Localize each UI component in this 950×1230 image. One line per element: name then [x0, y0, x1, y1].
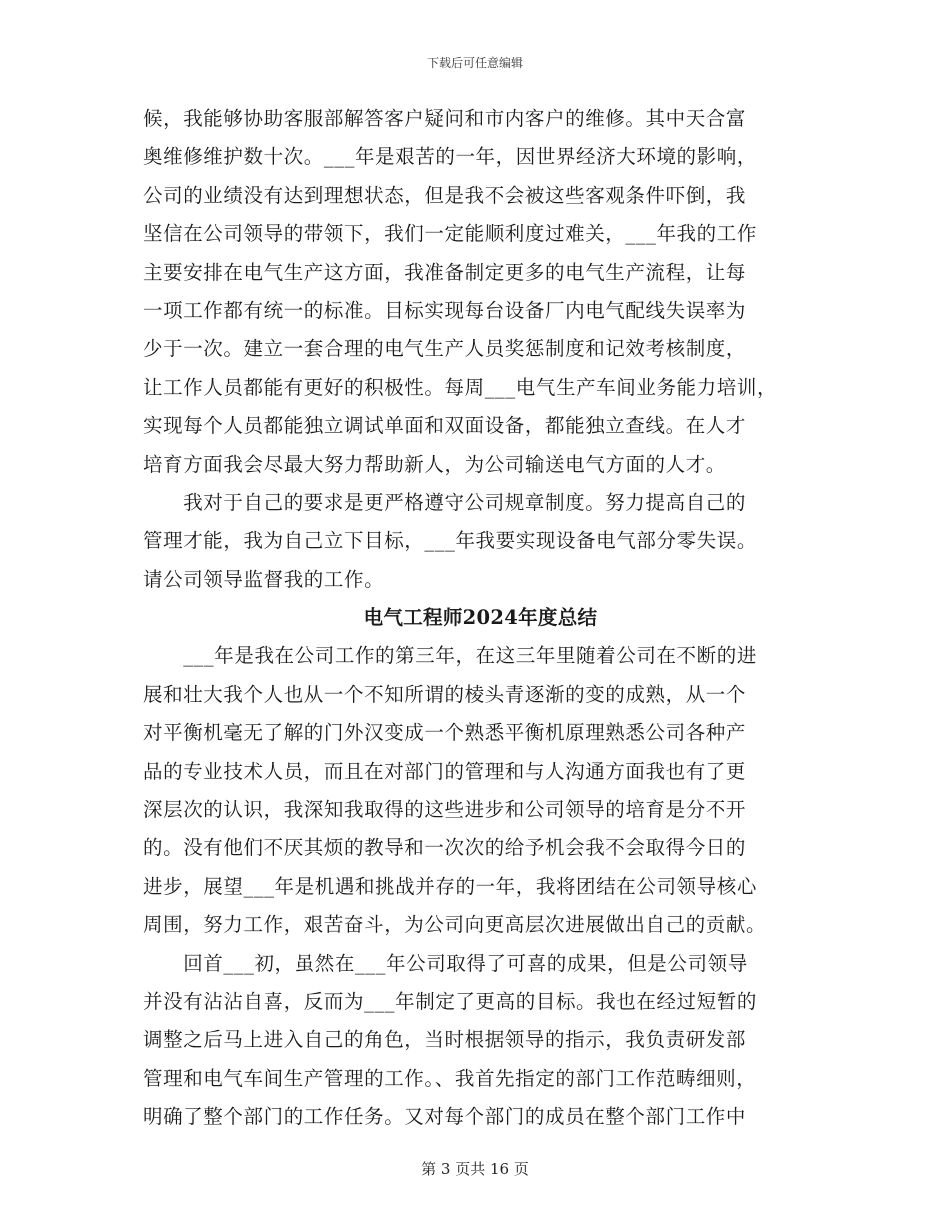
paragraph-line: 奥维修维护数十次。___年是艰苦的一年，因世界经济大环境的影响，: [143, 145, 757, 169]
paragraph-line: 对平衡机毫无了解的门外汉变成一个熟悉平衡机原理熟悉公司各种产: [143, 721, 747, 745]
paragraph-line: 候，我能够协助客服部解答客户疑问和市内客户的维修。其中天合富: [143, 107, 747, 130]
paragraph-line: 回首___初，虽然在___年公司取得了可喜的成果，但是公司领导: [143, 951, 748, 975]
paragraph-line: 主要安排在电气生产这方面，我准备制定更多的电气生产流程，让每: [143, 260, 747, 284]
paragraph-line: 请公司领导监督我的工作。: [143, 567, 385, 591]
paragraph-line: 并没有沾沾自喜，反而为___年制定了更高的目标。我也在经过短暂的: [143, 989, 757, 1013]
paragraph-line: 展和壮大我个人也从一个不知所谓的棱头青逐渐的变的成熟，从一个: [143, 682, 747, 706]
page-footer: 第 3 页共 16 页: [421, 1160, 529, 1178]
paragraph-line: 管理才能，我为自己立下目标，___年我要实现设备电气部分零失误。: [143, 529, 757, 553]
paragraph-line: 品的专业技术人员，而且在对部门的管理和与人沟通方面我也有了更: [143, 759, 747, 783]
page-header: 下载后可任意编辑: [426, 56, 523, 70]
paragraph-line: ___年是我在公司工作的第三年，在这三年里随着公司在不断的进: [143, 644, 757, 668]
document-body: [143, 100, 818, 1137]
paragraph-line: 明确了整个部门的工作任务。又对每个部门的成员在整个部门工作中: [143, 1105, 747, 1129]
paragraph-line: 深层次的认识，我深知我取得的这些进步和公司领导的培育是分不开: [143, 798, 747, 822]
paragraph-line: 周围，努力工作，艰苦奋斗，为公司向更高层次进展做出自己的贡献。: [143, 913, 767, 937]
paragraph-line: 公司的业绩没有达到理想状态，但是我不会被这些客观条件吓倒，我: [143, 183, 747, 207]
paragraph-line: 让工作人员都能有更好的积极性。每周___电气生产车间业务能力培训，: [143, 375, 778, 399]
paragraph-line: 进步，展望___年是机遇和挑战并存的一年，我将团结在公司领导核心: [143, 874, 757, 898]
paragraph-line: 实现每个人员都能独立调试单面和双面设备，都能独立查线。在人才: [143, 414, 747, 438]
paragraph-line: 管理和电气车间生产管理的工作。、我首先指定的部门工作范畴细则，: [143, 1066, 757, 1090]
paragraph-line: 调整之后马上进入自己的角色，当时根据领导的指示，我负责研发部: [143, 1028, 747, 1052]
paragraph-line: 培育方面我会尽最大努力帮助新人，为公司输送电气方面的人才。: [143, 452, 726, 476]
paragraph-line: 的。没有他们不厌其烦的教导和一次次的给予机会我不会取得今日的: [143, 836, 747, 860]
section-title: 电气工程师2024年度总结: [363, 606, 598, 630]
paragraph-line: 一项工作都有统一的标准。目标实现每台设备厂内电气配线失误率为: [143, 298, 747, 322]
paragraph-line: 我对于自己的要求是更严格遵守公司规章制度。努力提高自己的: [143, 490, 747, 514]
paragraph-line: 少于一次。建立一套合理的电气生产人员奖惩制度和记效考核制度，: [143, 337, 747, 361]
paragraph-line: 坚信在公司领导的带领下，我们一定能顺利度过难关，___年我的工作: [143, 222, 757, 246]
